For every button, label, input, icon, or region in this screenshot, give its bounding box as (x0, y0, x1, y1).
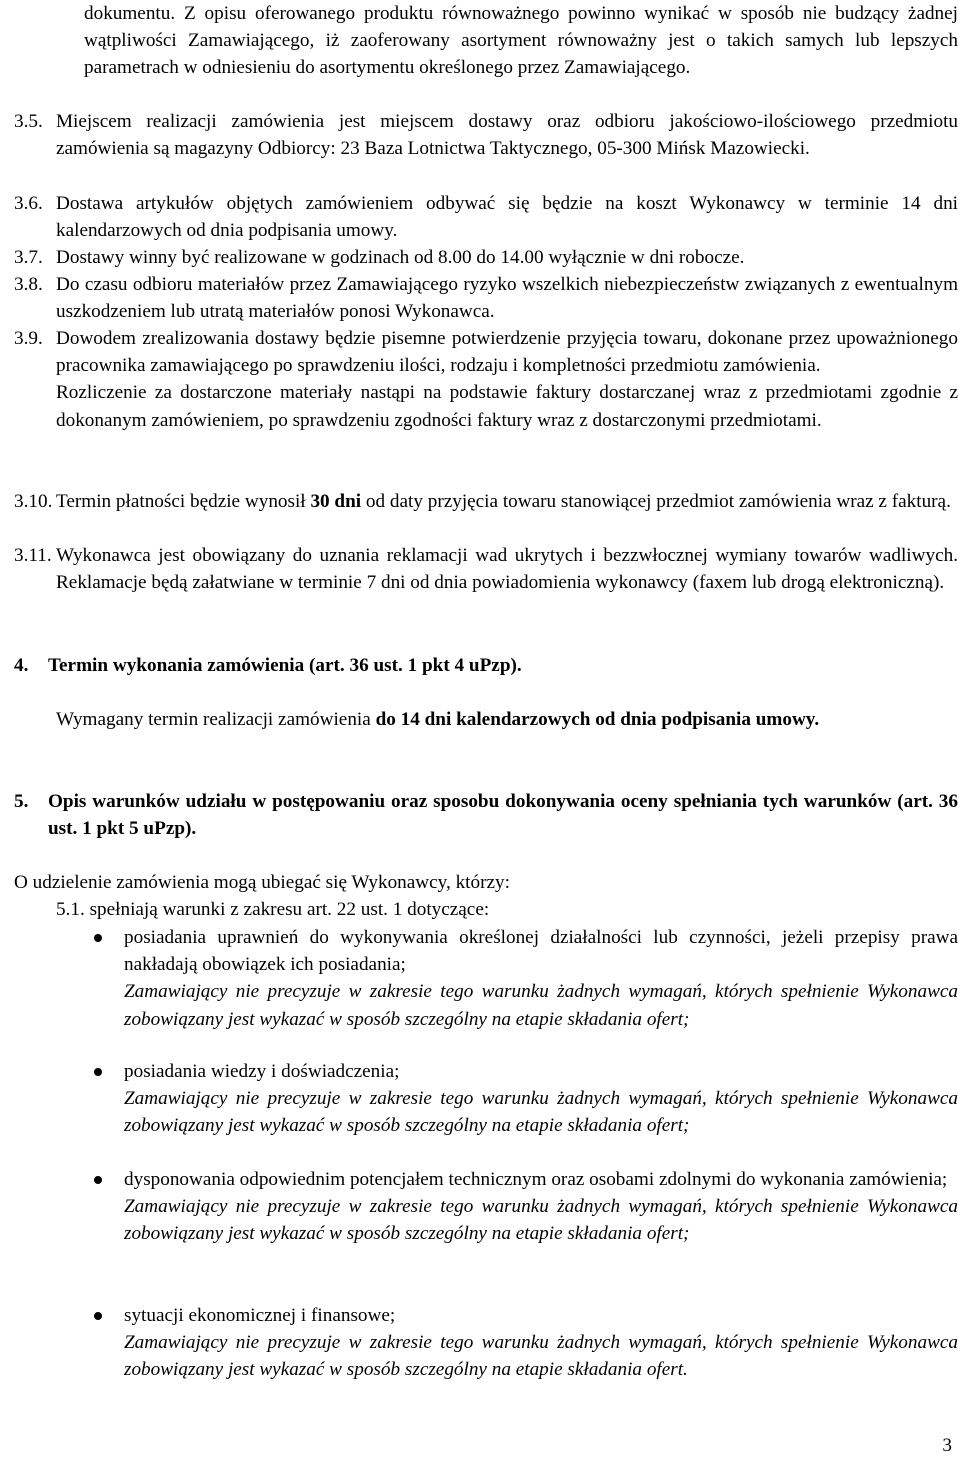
item-3-11 (14, 542, 958, 596)
lead-paragraph: dokumentu. Z opisu oferowanego produktu równoważnego powinno wynikać w sposób nie budzący żadnej wątpliwości Zamawiającego, iż zaoferowany asortyment równoważny jest o takich samych lub lepszych parametrach w odniesieniu do asortymentu określonego przez Zamawiającego. (84, 3, 958, 79)
item-text: Do czasu odbioru materiałów przez Zamawiającego ryzyko wszelkich niebezpieczeństw związanych z ewentualnym uszkodzeniem lub utratą materiałów ponosi Wykonawca. (56, 274, 958, 323)
item-3-10 (14, 488, 958, 515)
section-4-heading (14, 652, 958, 679)
bullet-dot-icon (94, 934, 102, 942)
item-number: 3.5. (14, 111, 43, 132)
item-number: 3.7. (14, 247, 43, 268)
item-text: Dostawa artykułów objętych zamówieniem odbywać się będzie na koszt Wykonawcy w terminie 14 dni kalendarzowych od dnia podpisania umowy. (56, 193, 958, 242)
bullet-text: posiadania wiedzy i doświadczenia; (124, 1061, 400, 1082)
bullet-note: Zamawiający nie precyzuje w zakresie tego warunku żadnych wymagań, których spełnienie Wykonawca zobowiązany jest wykazać w sposób szczególny na etapie składania ofert; (124, 1196, 958, 1245)
bullet-text: posiadania uprawnień do wykonywania określonej działalności lub czynności, jeżeli przepisy prawa nakładają obowiązek ich posiadania; (124, 927, 958, 976)
item-text-part: od daty przyjęcia towaru stanowiącej przedmiot zamówienia wraz z fakturą. (361, 491, 951, 512)
item-3-9 (14, 325, 958, 434)
section-body-bold: do 14 dni kalendarzowych od dnia podpisania umowy. (375, 709, 820, 730)
bullet-dot-icon (94, 1176, 102, 1184)
section-title: Termin wykonania zamówienia (art. 36 ust. 1 pkt 4 uPzp). (48, 655, 522, 676)
bullet-note: Zamawiający nie precyzuje w zakresie tego warunku żadnych wymagań, których spełnienie Wykonawca zobowiązany jest wykazać w sposób szczególny na etapie składania ofert. (124, 1332, 958, 1381)
item-text-part: Termin płatności będzie wynosił (56, 491, 311, 512)
item-number: 3.9. (14, 328, 43, 349)
item-text (56, 488, 958, 515)
bullet-item (84, 924, 958, 1033)
item-number: 3.8. (14, 274, 43, 295)
section-title: Opis warunków udziału w postępowaniu oraz sposobu dokonywania oceny spełniania tych warunków (art. 36 ust. 1 pkt 5 uPzp). (48, 791, 958, 840)
page-number: 3 (942, 1435, 952, 1456)
item-3-7 (14, 244, 958, 271)
subsection-5-1: 5.1. spełniają warunki z zakresu art. 22 ust. 1 dotyczące: (56, 899, 490, 920)
item-number: 3.10. (14, 491, 53, 512)
item-3-8 (14, 271, 958, 325)
section-number: 4. (14, 655, 29, 676)
payment-term-bold: 30 dni (310, 491, 362, 512)
item-3-6 (14, 190, 958, 244)
section-5-heading (14, 788, 958, 842)
item-text: Dostawy winny być realizowane w godzinach od 8.00 do 14.00 wyłącznie w dni robocze. (56, 247, 745, 268)
bullet-item (84, 1302, 958, 1384)
item-text: Dowodem zrealizowania dostawy będzie pisemne potwierdzenie przyjęcia towaru, dokonane przez upoważnionego pracownika zamawiającego po sprawdzeniu ilości, rodzaju i kompletności przedmiotu zamówienia. (56, 328, 958, 377)
bullet-text: sytuacji ekonomicznej i finansowe; (124, 1305, 396, 1326)
item-text: Miejscem realizacji zamówienia jest miejscem dostawy oraz odbioru jakościowo-ilościowego przedmiotu zamówienia są magazyny Odbiorcy: 23 Baza Lotnictwa Taktycznego, 05-300 Mińsk Mazowiecki. (56, 111, 958, 160)
bullet-note: Zamawiający nie precyzuje w zakresie tego warunku żadnych wymagań, których spełnienie Wykonawca zobowiązany jest wykazać w sposób szczególny na etapie składania ofert; (124, 981, 958, 1030)
section-number: 5. (14, 791, 29, 812)
item-text: Wykonawca jest obowiązany do uznania reklamacji wad ukrytych i bezzwłocznej wymiany towarów wadliwych. Reklamacje będą załatwiane w terminie 7 dni od dnia powiadomienia wykonawcy (faxem lub drogą elektroniczną). (56, 545, 958, 594)
bullet-text: dysponowania odpowiednim potencjałem technicznym oraz osobami zdolnymi do wykonania zamówienia; (124, 1169, 948, 1190)
item-3-5 (14, 108, 958, 162)
bullet-note: Zamawiający nie precyzuje w zakresie tego warunku żadnych wymagań, których spełnienie Wykonawca zobowiązany jest wykazać w sposób szczególny na etapie składania ofert; (124, 1088, 958, 1137)
bullet-dot-icon (94, 1068, 102, 1076)
section-4-body (56, 706, 958, 733)
item-number: 3.6. (14, 193, 43, 214)
bullet-item (84, 1058, 958, 1140)
section-5-intro: O udzielenie zamówienia mogą ubiegać się Wykonawcy, którzy: (14, 872, 510, 893)
section-body-part: Wymagany termin realizacji zamówienia (56, 709, 376, 730)
bullet-dot-icon (94, 1312, 102, 1320)
item-number: 3.11. (14, 545, 52, 566)
item-text-continued: Rozliczenie za dostarczone materiały nastąpi na podstawie faktury dostarczanej wraz z przedmiotami zgodnie z dokonanym zamówieniem, po sprawdzeniu zgodności faktury wraz z dostarczonymi przedmiotami. (56, 382, 958, 431)
bullet-item (84, 1166, 958, 1248)
